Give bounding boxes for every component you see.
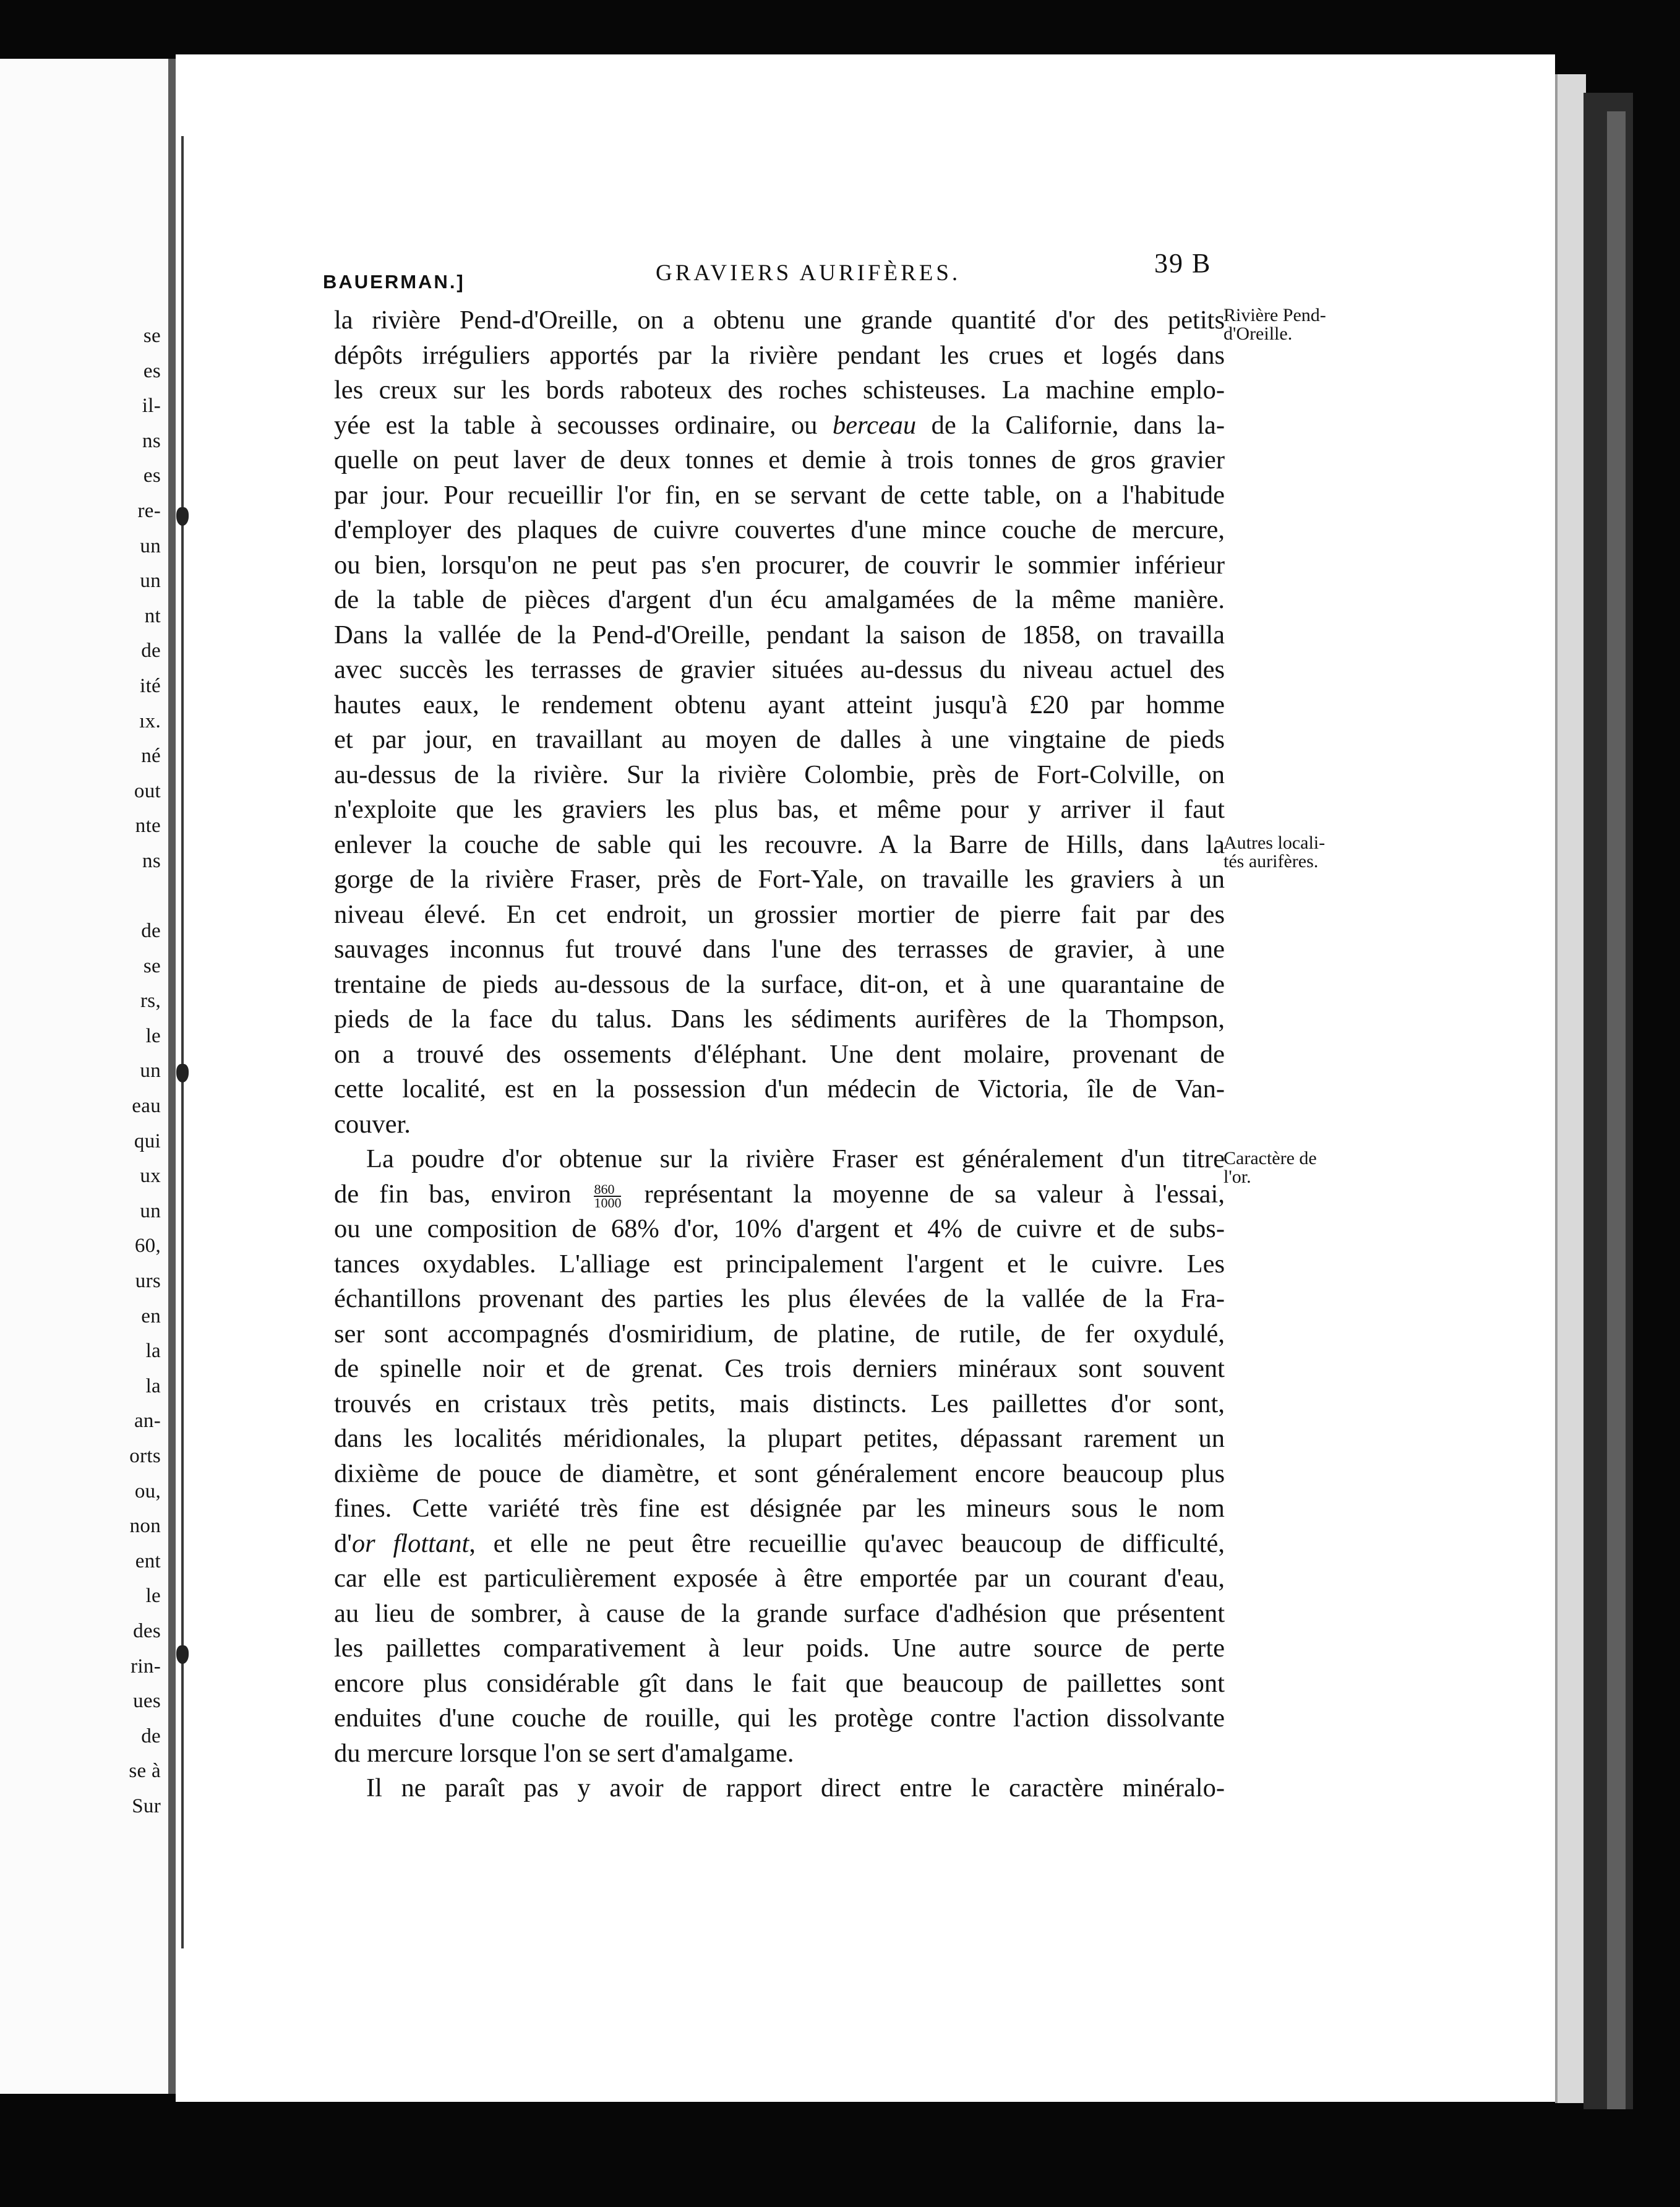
binding-knot <box>176 507 189 526</box>
fraction-numerator: 860 <box>594 1183 621 1197</box>
text-line: hautes eaux, le rendement obtenu ayant atteint jusqu'à £20 par homme <box>334 690 1225 719</box>
text-line: de spinelle noir et de grenat. Ces trois derniers minéraux sont souvent <box>334 1354 1225 1383</box>
text-line: on a trouvé des ossements d'éléphant. Une dent molaire, provenant de <box>334 1039 1225 1069</box>
left-page-fragment-line: es <box>143 465 161 487</box>
left-page-fragment-line: urs <box>135 1270 161 1293</box>
left-page-fragment-line: de <box>141 640 161 662</box>
left-page-text-edge <box>118 319 161 1824</box>
text-line: d'employer des plaques de cuivre couvertes d'une mince couche de mercure, <box>334 515 1225 544</box>
left-page-fragment-line: ité <box>140 674 161 697</box>
text-line: ser sont accompagnés d'osmiridium, de platine, de rutile, de fer oxydulé, <box>334 1319 1225 1348</box>
text-line: dixième de pouce de diamètre, et sont généralement encore beaucoup plus <box>334 1459 1225 1488</box>
left-page-fragment-line: rs, <box>140 990 161 1013</box>
text-line: pieds de la face du talus. Dans les sédiments aurifères de la Thompson, <box>334 1005 1225 1034</box>
text-line: fines. Cette variété très fine est désignée par les mineurs sous le nom <box>334 1494 1225 1523</box>
text-line: échantillons provenant des parties les plus élevées de la vallée de la Fra- <box>334 1284 1225 1313</box>
left-page-fragment-line: un <box>140 1199 161 1222</box>
fraction-denominator: 1000 <box>594 1194 622 1211</box>
text-line: de la table de pièces d'argent d'un écu amalgamées de la même manière. <box>334 585 1225 614</box>
left-page-fragment-line: né <box>141 745 161 768</box>
margin-note-line: Autres locali- <box>1224 833 1326 853</box>
left-page-fragment-line: ux <box>140 1165 161 1188</box>
left-page-fragment-line: se <box>143 954 161 977</box>
text-line: Dans la vallée de la Pend-d'Oreille, pendant la saison de 1858, on travailla <box>334 620 1225 649</box>
margin-note-line: Caractère de <box>1224 1148 1317 1168</box>
left-page-fragment-line: ent <box>135 1549 161 1572</box>
left-page-fragment-line: nte <box>135 815 161 838</box>
text-line: enlever la couche de sable qui les recouvre. A la Barre de Hills, dans la <box>334 829 1225 859</box>
text-line: n'exploite que les graviers les plus bas, et même pour y arriver il faut <box>334 795 1225 824</box>
left-page-fragment-line: non <box>129 1515 161 1538</box>
left-page-fragment <box>0 59 168 2094</box>
left-page-fragment-line: en <box>141 1305 161 1327</box>
left-page-fragment-line: out <box>134 779 161 802</box>
text-line: car elle est particulièrement exposée à être emportée par un courant d'eau, <box>334 1564 1225 1593</box>
left-page-fragment-line: re- <box>137 499 161 522</box>
text-line: niveau élevé. En cet endroit, un grossier mortier de pierre fait par des <box>334 899 1225 929</box>
page-number: 39 B <box>1154 248 1212 278</box>
binding-knot <box>176 1064 189 1082</box>
left-page-fragment-line: nt <box>144 604 161 627</box>
margin-note-line: d'Oreille. <box>1224 324 1293 344</box>
text-line: trouvés en cristaux très petits, mais distincts. Les paillettes d'or sont, <box>334 1389 1225 1418</box>
left-page-fragment-line: rin- <box>131 1655 161 1678</box>
page-stack-edge <box>1555 74 1586 2103</box>
text-line: au-dessus de la rivière. Sur la rivière Colombie, près de Fort-Colville, on <box>334 760 1225 789</box>
left-page-fragment-line: Sur <box>132 1794 161 1817</box>
body-text <box>334 303 1225 1806</box>
text-line: avec succès les terrasses de gravier situées au-dessus du niveau actuel des <box>334 655 1225 684</box>
left-page-fragment-line: eau <box>132 1095 161 1118</box>
text-line: tances oxydables. L'alliage est principalement l'argent et le cuivre. Les <box>334 1249 1225 1279</box>
margin-note-caractere-or <box>1224 1149 1360 1186</box>
text-line: cette localité, est en la possession d'un médecin de Victoria, île de Van- <box>334 1074 1225 1104</box>
text-line: ou bien, lorsqu'on ne peut pas s'en procurer, de couvrir le sommier inférieur <box>334 550 1225 580</box>
left-page-fragment-line: un <box>140 1060 161 1082</box>
italic-term: or flottant <box>351 1528 469 1558</box>
margin-note-line: l'or. <box>1224 1167 1251 1187</box>
left-page-fragment-line: le <box>145 1024 161 1047</box>
book-cover-shade <box>1607 111 1626 2109</box>
text-line: par jour. Pour recueillir l'or fin, en se servant de cette table, on a l'habitude <box>334 480 1225 510</box>
text-line: sauvages inconnus fut trouvé dans l'une des terrasses de gravier, à une <box>334 935 1225 964</box>
text-line: encore plus considérable gît dans le fait que beaucoup de paillettes sont <box>334 1668 1225 1698</box>
text-line: au lieu de sombrer, à cause de la grande surface d'adhésion que présentent <box>334 1598 1225 1628</box>
left-page-fragment-line: se <box>143 325 161 347</box>
text-line: couver. <box>334 1109 411 1139</box>
left-page-fragment-line: de <box>141 920 161 943</box>
left-page-fragment-line: des <box>133 1619 161 1642</box>
left-page-fragment-line: ns <box>142 849 161 872</box>
left-page-fragment-line: se à <box>129 1760 161 1783</box>
text-line: et par jour, en travaillant au moyen de dalles à une vingtaine de pieds <box>334 725 1225 754</box>
text-line: d'or flottant, et elle ne peut être recueillie qu'avec beaucoup de difficulté, <box>334 1528 1225 1558</box>
text-line: yée est la table à secousses ordinaire, ou berceau de la Californie, dans la- <box>334 410 1225 440</box>
left-page-fragment-line: ou, <box>134 1480 161 1502</box>
left-page-fragment-line: il- <box>142 395 161 418</box>
left-page-fragment-line: un <box>140 570 161 593</box>
left-page-fragment-line: la <box>145 1374 161 1397</box>
left-page-fragment-line: le <box>145 1585 161 1608</box>
running-head-author: BAUERMAN.] <box>323 271 465 293</box>
margin-note-autres-localites <box>1224 834 1360 871</box>
text-line: ou une composition de 68% d'or, 10% d'argent et 4% de cuivre et de subs- <box>334 1214 1225 1243</box>
text-line: les creux sur les bords raboteux des roches schisteuses. La machine emplo- <box>334 375 1225 405</box>
left-page-fragment-line <box>118 879 161 914</box>
left-page-fragment-line: la <box>145 1340 161 1363</box>
left-page-fragment-line: qui <box>134 1129 161 1152</box>
text-line: du mercure lorsque l'on se sert d'amalgame. <box>334 1738 794 1768</box>
text-line <box>334 1177 1225 1212</box>
margin-note-line: tés aurifères. <box>1224 851 1319 872</box>
left-page-fragment-line: ns <box>142 429 161 452</box>
left-page-fragment-line: orts <box>129 1445 161 1467</box>
text-line: gorge de la rivière Fraser, près de Fort-Yale, on travaille les graviers à un <box>334 865 1225 894</box>
left-page-fragment-line: 60, <box>134 1235 161 1258</box>
left-page-fragment-line: un <box>140 534 161 557</box>
text-segment: de fin bas, environ <box>334 1179 572 1209</box>
margin-note-line: Rivière Pend- <box>1224 305 1326 325</box>
binding-thread-line <box>181 136 184 1948</box>
text-line: La poudre d'or obtenue sur la rivière Fraser est généralement d'un titre <box>366 1144 1225 1173</box>
italic-term: berceau <box>832 410 917 440</box>
text-segment: représentant la moyenne de sa valeur à l'essai, <box>644 1179 1225 1209</box>
left-page-fragment-line: ues <box>133 1690 161 1713</box>
margin-note-riviere-pend-oreille <box>1224 306 1360 343</box>
text-line: Il ne paraît pas y avoir de rapport direct entre le caractère minéralo- <box>366 1773 1225 1802</box>
fraction <box>594 1183 621 1209</box>
text-line: dans les localités méridionales, la plupart petites, dépassant rarement un <box>334 1424 1225 1453</box>
text-line: les paillettes comparativement à leur poids. Une autre source de perte <box>334 1634 1225 1663</box>
running-head-title: GRAVIERS AURIFÈRES. <box>656 260 961 286</box>
text-line: enduites d'une couche de rouille, qui les protège contre l'action dissolvante <box>334 1703 1225 1733</box>
binding-thread <box>175 136 190 1948</box>
text-line: la rivière Pend-d'Oreille, on a obtenu une grande quantité d'or des petits <box>334 306 1225 335</box>
left-page-fragment-line: es <box>143 359 161 382</box>
left-page-fragment-line: an- <box>134 1410 161 1433</box>
left-page-fragment-line: ıx. <box>139 709 161 732</box>
text-line: quelle on peut laver de deux tonnes et demie à trois tonnes de gros gravier <box>334 445 1225 474</box>
text-line: trentaine de pieds au-dessous de la surface, dit-on, et à une quarantaine de <box>334 969 1225 999</box>
binding-knot <box>176 1645 189 1664</box>
left-page-fragment-line: de <box>141 1725 161 1747</box>
text-line: dépôts irréguliers apportés par la rivière pendant les crues et logés dans <box>334 340 1225 370</box>
